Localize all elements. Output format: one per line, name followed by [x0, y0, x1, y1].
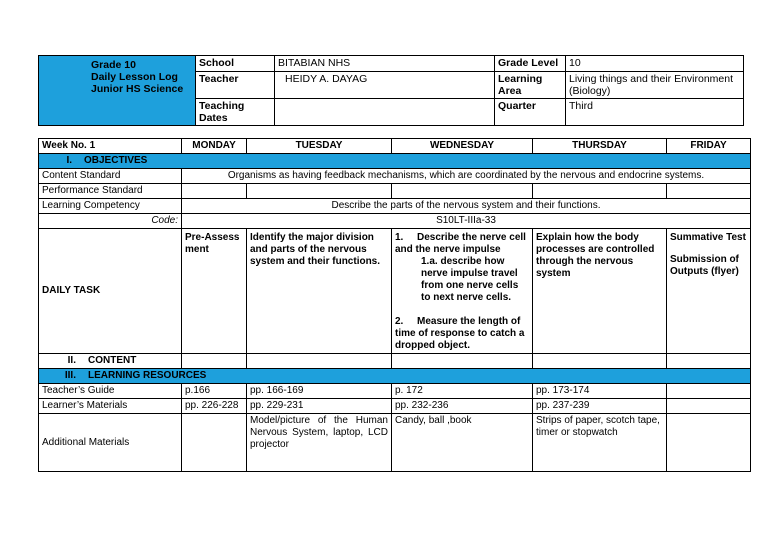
friday-header: FRIDAY	[667, 139, 751, 154]
tg-tuesday: pp. 166-169	[247, 384, 392, 399]
tg-wednesday: p. 172	[392, 384, 533, 399]
am-monday	[182, 414, 247, 472]
header-subject: Junior HS Science	[91, 83, 184, 95]
resources-section-title: III. LEARNING RESOURCES	[39, 369, 751, 384]
tg-monday: p.166	[182, 384, 247, 399]
daily-task-label: DAILY TASK	[39, 229, 182, 354]
header-table	[38, 55, 744, 126]
lm-monday: pp. 226-228	[182, 399, 247, 414]
teachers-guide-row	[39, 384, 751, 399]
additional-materials-label: Additional Materials	[39, 414, 182, 472]
daily-task-tuesday: Identify the major division and parts of the nervous system and their functions.	[247, 229, 392, 354]
school-value: BITABIAN NHS	[275, 56, 495, 72]
grade-level-value: 10	[566, 56, 744, 72]
wednesday-task-1a: 1.a. describe how nerve impulse travel from one nerve cells to next nerve cells.	[421, 256, 519, 303]
friday-submission: Submission of Outputs (flyer)	[670, 254, 739, 277]
learning-area-label: Learning Area	[495, 72, 566, 99]
learning-competency-value: Describe the parts of the nervous system and their functions.	[182, 199, 751, 214]
tg-friday	[667, 384, 751, 399]
grade-level-label: Grade Level	[495, 56, 566, 72]
header-dll: Daily Lesson Log	[91, 71, 178, 83]
learners-materials-row	[39, 399, 751, 414]
learning-competency-label: Learning Competency	[39, 199, 182, 214]
monday-header: MONDAY	[182, 139, 247, 154]
learners-materials-label: Learner’s Materials	[39, 399, 182, 414]
content-standard-value: Organisms as having feedback mechanisms, which are coordinated by the nervous and endocrine systems.	[182, 169, 751, 184]
daily-task-monday: Pre-Assessment	[182, 229, 247, 354]
additional-materials-row	[39, 414, 751, 472]
school-label: School	[196, 56, 275, 72]
objectives-section-title: I. OBJECTIVES	[39, 154, 751, 169]
lm-friday	[667, 399, 751, 414]
quarter-value: Third	[566, 99, 744, 126]
daily-task-friday	[667, 229, 751, 354]
content-section-title: II. CONTENT	[39, 354, 182, 369]
wednesday-header: WEDNESDAY	[392, 139, 533, 154]
header-grade-block	[39, 56, 196, 126]
code-label: Code:	[39, 214, 182, 229]
tuesday-header: TUESDAY	[247, 139, 392, 154]
daily-task-thursday: Explain how the body processes are controlled through the nervous system	[533, 229, 667, 354]
daily-task-wednesday	[392, 229, 533, 354]
lm-wednesday: pp. 232-236	[392, 399, 533, 414]
wednesday-task-2: 2. Measure the length of time of response to catch a dropped object.	[395, 316, 525, 351]
quarter-label: Quarter	[495, 99, 566, 126]
teacher-value: HEIDY A. DAYAG	[275, 72, 495, 99]
lm-tuesday: pp. 229-231	[247, 399, 392, 414]
tg-thursday: pp. 173-174	[533, 384, 667, 399]
lesson-log-table	[38, 138, 751, 472]
week-header: Week No. 1	[39, 139, 182, 154]
thursday-header: THURSDAY	[533, 139, 667, 154]
code-value: S10LT-IIIa-33	[182, 214, 751, 229]
learning-area-value: Living things and their Environment (Biology)	[566, 72, 744, 99]
teacher-label: Teacher	[196, 72, 275, 99]
am-tuesday: Model/picture of the Human Nervous System, laptop, LCD projector	[247, 414, 392, 472]
am-thursday: Strips of paper, scotch tape, timer or stopwatch	[533, 414, 667, 472]
teachers-guide-label: Teacher’s Guide	[39, 384, 182, 399]
am-wednesday: Candy, ball ,book	[392, 414, 533, 472]
resources-section-row	[39, 369, 751, 384]
performance-standard-label: Performance Standard	[39, 184, 182, 199]
content-standard-label: Content Standard	[39, 169, 182, 184]
header-grade: Grade 10	[91, 59, 136, 71]
teaching-dates-value	[275, 99, 495, 126]
teaching-dates-label: Teaching Dates	[196, 99, 275, 126]
lm-thursday: pp. 237-239	[533, 399, 667, 414]
am-friday	[667, 414, 751, 472]
friday-summative: Summative Test	[670, 232, 746, 243]
objectives-section-row	[39, 154, 751, 169]
wednesday-task-1: 1. Describe the nerve cell and the nerve impulse	[395, 232, 526, 255]
